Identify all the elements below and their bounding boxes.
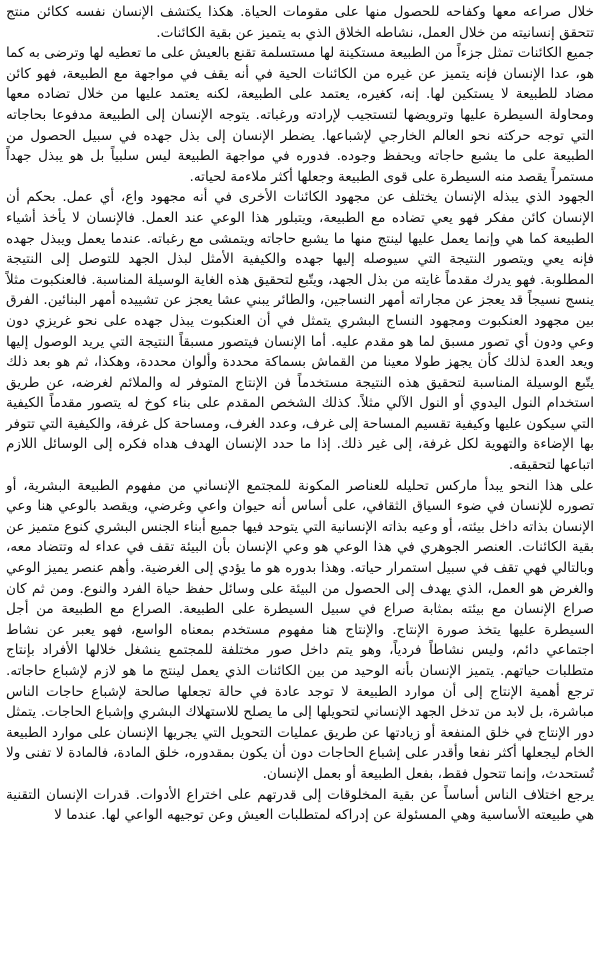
paragraph: على هذا النحو يبدأ ماركس تحليله للعناصر المكونة للمجتمع الإنساني من مفهوم الطبيعة البشرية، أو تصوره للإنسان في ضوء السياق الثقافي، على أساس أنه حيوان واعي وغرضي، ويقصد بالوعي هنا وعي الإنسان بذاته داخل بيئته، أو وعيه بذاته الإنسانية التي يتوحد فيها جميع أبناء الجنس البشري كنوع متميز عن بقية الكائنات. العنصر الجوهري في هذا الوعي هو وعي الإنسان بأن البيئة تقف في عداء له وتتضاد معه، وبالتالي فهي تقف في سبيل استمرار حياته. وهذا بدوره هو ما يؤدي إلى الغرضية. وأهم عنصر يميز الوعي والغرض هو العمل، الذي يهدف إلى الحصول من البيئة على وسائل حفظ حياة الفرد والنوع. ومن ثم كان صراع الإنسان مع بيئته بمثابة صراع في سبيل السيطرة على الطبيعة. الصراع مع الطبيعة من أجل السيطرة عليها يتخذ صورة الإنتاج. والإنتاج هنا مفهوم مستخدم بمعناه الواسع، فهو يعبر عن نشاط اجتماعي دائم، وليس نشاطاً فردياً، وهو يتم داخل صور مختلفة للمجتمع ينشغل خلالها الأفراد بإنتاج متطلبات حياتهم. يتميز الإنسان بأنه الوحيد من بين الكائنات الذي يعمل لينتج ما هو لازم لإشباع حاجاته. ترجع أهمية الإنتاج إلى أن موارد الطبيعة لا توجد عادة في حالة تجعلها صالحة لإشباع حاجات الناس مباشرة، بل لابد من تدخل الجهد الإنساني لتحويلها إلى ما يصلح للاستهلاك البشري وإشباع الحاجات. يتمثل دور الإنتاج في خلق المنفعة أو زيادتها عن طريق عمليات التحويل التي يجريها الإنسان على موارد الطبيعة الخام ليجعلها أكثر نفعا وأقدر على إشباع الحاجات دون أن يكون بمقدوره، خلق المادة، فالمادة لا تفنى ولا تُستحدث، وإنما تتحول فقط، بفعل الطبيعة أو بعمل الإنسان. <box>6 477 594 782</box>
paragraph: الجهود الذي يبذله الإنسان يختلف عن مجهود الكائنات الأخرى في أنه مجهود واع، أي عمل. بحكم أن الإنسان كائن مفكر فهو يعي تضاده مع الطبيعة، ويتبلور هذا الوعي عند العمل. فالإنسان لا يأخذ أشياء الطبيعة كما هي وإنما يعمل عليها لينتج منها ما يشبع حاجاته ويتمشى مع رغباته. عندما يعمل ويبذل جهده فإنه يعي ويتصور النتيجة التي سيوصله إليها جهده والكيفية الأمثل لبذل الجهد للتوصل إلى النتيجة المطلوبة. فهو يدرك مقدماً غايته من بذل الجهد، ويتّبع لتحقيق هذه الغاية الوسيلة المناسبة. فالعنكبوت مثلاً ينسج نسيجاً قد يعجز عن مجاراته أمهر النساجين، والطائر يبني عشا يعجز عن تشييده أمهر البنائين. الفرق بين مجهود العنكبوت ومجهود النساج البشري يتمثل في أن العنكبوت يبذل جهده على نحو غريزي دون وعي ودون أي تصور مسبق لما هو مقدم عليه. أما الإنسان فيتصور مسبقاً النتيجة التي يريد الوصول إليها ويعد العدة لذلك كأن يجهز طولا معينا من القماش بسماكة محددة وألوان محددة، وهكذا، ثم هو بعد ذلك يتّبع الوسيلة المناسبة لتحقيق هذه النتيجة مستخدماً فن الإنتاج المتوفر له والملائم لغرضه، عن طريق استخدام النول اليدوي أو النول الآلي مثلاً. كذلك الشخص المقدم على بناء كوخ له يتصور مقدماً الكيفية التي سيكون عليها وكيفية تقسيم المساحة إلى غرف، وعدد الغرف، ومساحة كل غرفة، والكيفية التي تتوفر بها الإضاءة والتهوية لكل غرفة، إلى غير ذلك. إذا ما حدد الإنسان الهدف هداه فكره إلى الوسائل اللازم اتباعها لتحقيقه. <box>6 189 594 474</box>
paragraph: خلال صراعه معها وكفاحه للحصول منها على مقومات الحياة. هكذا يكتشف الإنسان نفسه ككائن منتج تتحقق إنسانيته من خلال العمل، نشاطه الخلاق الذي به يتميز عن بقية الكائنات. <box>6 4 594 41</box>
paragraph: جميع الكائنات تمثل جزءاً من الطبيعة مستكينة لها مستسلمة تقنع بالعيش على ما تعطيه لها وترضى به كما هو، عدا الإنسان فإنه يتميز عن غيره من الكائنات الحية في أنه يقف في مواجهة مع الطبيعة، فهو كائن مضاد للطبيعة لا يستكين لها. إنه، كغيره، يعتمد على الطبيعة، لكنه يعتمد عليها من خلال تضاده معها ومحاولة السيطرة عليها وترويضها لتستجيب لإرادته ورغباته. يتوجه الإنسان إلى الطبيعة مدفوعا بحاجاته التي توجه حركته نحو العالم الخارجي لإشباعها. يضطر الإنسان إلى بذل جهده في سبيل الحصول من الطبيعة على ما يشبع حاجاته ويحفظ وجوده. فدوره في مواجهة الطبيعة ليس سلبياً بل هو يبذل جهداً مستمراً يقصد منه السيطرة على قوى الطبيعة وجعلها أكثر ملاءمة لحياته. <box>6 45 594 185</box>
paragraph: يرجع اختلاف الناس أساساً عن بقية المخلوقات إلى قدرتهم على اختراع الأدوات. قدرات الإنسان التقنية هي طبيعته الأساسية وهي المسئولة عن إدراكه لمتطلبات العيش وعن توجيهه الواعي لها. عندما لا <box>6 786 594 824</box>
